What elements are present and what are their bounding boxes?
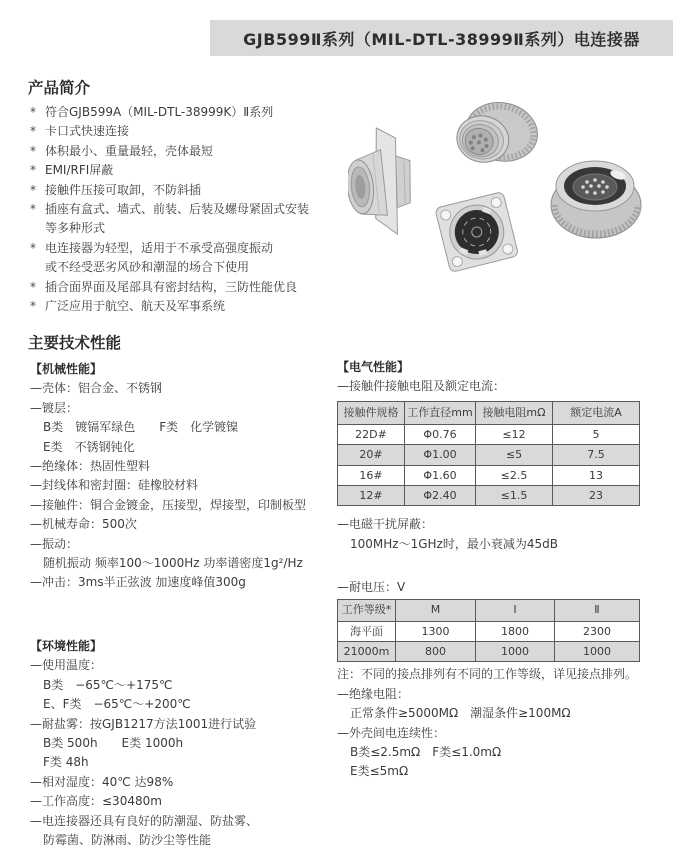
spec-line: —使用温度： [30,658,103,673]
table-header-cell: 接触电阻mΩ [476,401,553,424]
table-note: 注：不同的接点排列有不同的工作等级，详见接点排列。 [337,667,638,682]
electrical-section [337,358,642,782]
bullet-text: 等多种形式 [45,221,106,236]
tech-section-heading: 主要技术性能 [28,334,122,352]
table-cell: ≤12 [476,424,553,444]
table-cell: ≤2.5 [476,465,553,485]
table-cell: 20# [338,445,405,465]
spec-line: —绝缘电阻： [337,686,410,701]
spec-line: B类 镀镉军绿色 F类 化学镀镍 [43,420,239,435]
table-header-cell: Ⅰ [476,599,555,621]
table-cell: 7.5 [553,445,640,465]
bullet-text: 插合面界面及尾部具有密封结构，三防性能优良 [45,279,298,294]
spec-line: —相对湿度：40℃ 达98% [30,774,174,789]
table-header-cell: 接触件规格 [338,401,405,424]
table-header-row [338,401,640,424]
spec-line: —外壳间电连续性： [337,725,446,740]
environmental-section [30,637,338,850]
bullet-marker: * [30,240,36,255]
mechanical-section [30,360,338,593]
bullet-text: 或不经受恶劣风砂和潮湿的场合下使用 [45,260,250,275]
spec-line: B类≤2.5mΩ F类≤1.0mΩ [350,744,502,759]
list-item [30,122,342,141]
photo-connector-square-flange [424,187,532,279]
withstand-voltage-table [337,599,640,663]
spec-line: —工作高度：≤30480m [30,794,162,809]
list-item [30,181,342,200]
spec-line: 防霉菌、防淋雨、防沙尘等性能 [43,832,212,847]
spec-line: 100MHz～1GHz时，最小衰减为45dB [350,536,558,551]
table-cell: Φ0.76 [405,424,476,444]
table-cell: 23 [553,486,640,506]
list-item [30,142,342,161]
table-header-cell: M [396,599,476,621]
section-heading-environmental: 【环境性能】 [30,639,103,653]
table-row [338,424,640,444]
bullet-text: 符合GJB599A（MIL-DTL-38999K）Ⅱ系列 [45,105,274,119]
list-item [30,161,342,180]
table-cell: 海平面 [338,621,396,641]
table-cell: Φ2.40 [405,486,476,506]
contact-resistance-table [337,401,640,507]
page-title: GJB599Ⅱ系列（MIL-DTL-38999Ⅱ系列）电连接器 [210,20,673,56]
table-cell: 2300 [555,621,640,641]
bullet-text: 插座有盒式、墙式、前装、后装及螺母紧固式安装 [45,201,310,216]
bullet-marker: * [30,124,36,139]
section-heading-mechanical: 【机械性能】 [30,362,103,376]
spec-line: —耐电压：V [337,580,406,595]
spec-line: —壳体：铝合金、不锈钢 [30,381,163,396]
list-item-continuation [30,258,342,277]
bullet-text: 电连接器为轻型，适用于不承受高强度振动 [45,240,274,255]
table-cell: 13 [553,465,640,485]
spec-line: —绝缘体：热固性塑料 [30,458,151,473]
spec-line: —镀层： [30,400,79,415]
table-cell: 21000m [338,641,396,661]
spec-line: —封线体和密封圈：硅橡胶材料 [30,478,199,493]
spec-line: E、F类 −65℃～+200℃ [43,697,191,712]
spec-line: —机械寿命：500次 [30,517,137,532]
spec-line: 随机振动 频率100～1000Hz 功率谱密度1g²/Hz [43,555,303,570]
bullet-marker: * [30,163,36,178]
bullet-text: EMI/RFI屏蔽 [45,163,114,178]
spec-line: F类 48h [43,755,89,770]
section-heading-electrical: 【电气性能】 [337,360,410,374]
table-header-cell: 工作直径mm [405,401,476,424]
table-header-cell: Ⅱ [555,599,640,621]
bullet-marker: * [30,201,36,216]
spec-line: B类 −65℃～+175℃ [43,677,173,692]
list-item [30,278,342,297]
list-item [30,297,342,316]
table-header-cell: 额定电流A [553,401,640,424]
table-cell: 800 [396,641,476,661]
photo-connector-side-flange [348,125,430,243]
bullet-marker: * [30,182,36,197]
table-cell: 1300 [396,621,476,641]
table-header-cell: 工作等级* [338,599,396,621]
list-item-continuation [30,219,342,238]
spec-line: E类≤5mΩ [350,764,409,779]
bullet-text: 广泛应用于航空、航天及军事系统 [45,298,226,313]
spec-line: —电磁干扰屏蔽： [337,517,434,532]
photo-connector-plug [446,99,538,179]
table-row [338,621,640,641]
spec-line: —冲击：3ms半正弦波 加速度峰值300g [30,575,246,590]
table-cell: ≤1.5 [476,486,553,506]
spec-line: —电连接器还具有良好的防潮湿、防盐雾、 [30,813,259,828]
table-cell: 1000 [476,641,555,661]
table-cell: 1800 [476,621,555,641]
bullet-text: 体积最小、重量最轻，壳体最短 [45,143,214,158]
list-item [30,103,342,122]
intro-bullet-list [30,103,342,316]
photo-connector-round-receptacle [546,153,648,243]
product-photos [336,95,677,300]
bullet-marker: * [30,143,36,158]
table-row [338,641,640,661]
table-row [338,486,640,506]
spec-line: E类 不锈钢钝化 [43,439,135,454]
table-cell: Φ1.00 [405,445,476,465]
table-row [338,465,640,485]
spec-line: B类 500h E类 1000h [43,735,184,750]
table-cell: ≤5 [476,445,553,465]
spec-line: —耐盐雾：按GJB1217方法1001进行试验 [30,716,257,731]
bullet-text: 接触件压接可取卸，不防斜插 [45,182,202,197]
bullet-marker: * [30,298,36,313]
table-cell: 16# [338,465,405,485]
spec-line: —接触件：铜合金镀金，压接型，焊接型，印制板型 [30,497,307,512]
table-header-row [338,599,640,621]
table-row [338,445,640,465]
bullet-marker: * [30,105,36,119]
table-cell: 22D# [338,424,405,444]
bullet-text: 卡口式快速连接 [45,124,130,139]
spec-line: 正常条件≥5000MΩ 潮湿条件≥100MΩ [350,706,571,721]
table-cell: 1000 [555,641,640,661]
list-item [30,200,342,219]
table-cell: Φ1.60 [405,465,476,485]
table-cell: 5 [553,424,640,444]
table-cell: 12# [338,486,405,506]
bullet-marker: * [30,279,36,294]
list-item [30,239,342,258]
spec-line: —振动： [30,536,79,551]
intro-section-heading: 产品简介 [28,79,91,97]
spec-line: —接触件接触电阻及额定电流： [337,379,506,394]
